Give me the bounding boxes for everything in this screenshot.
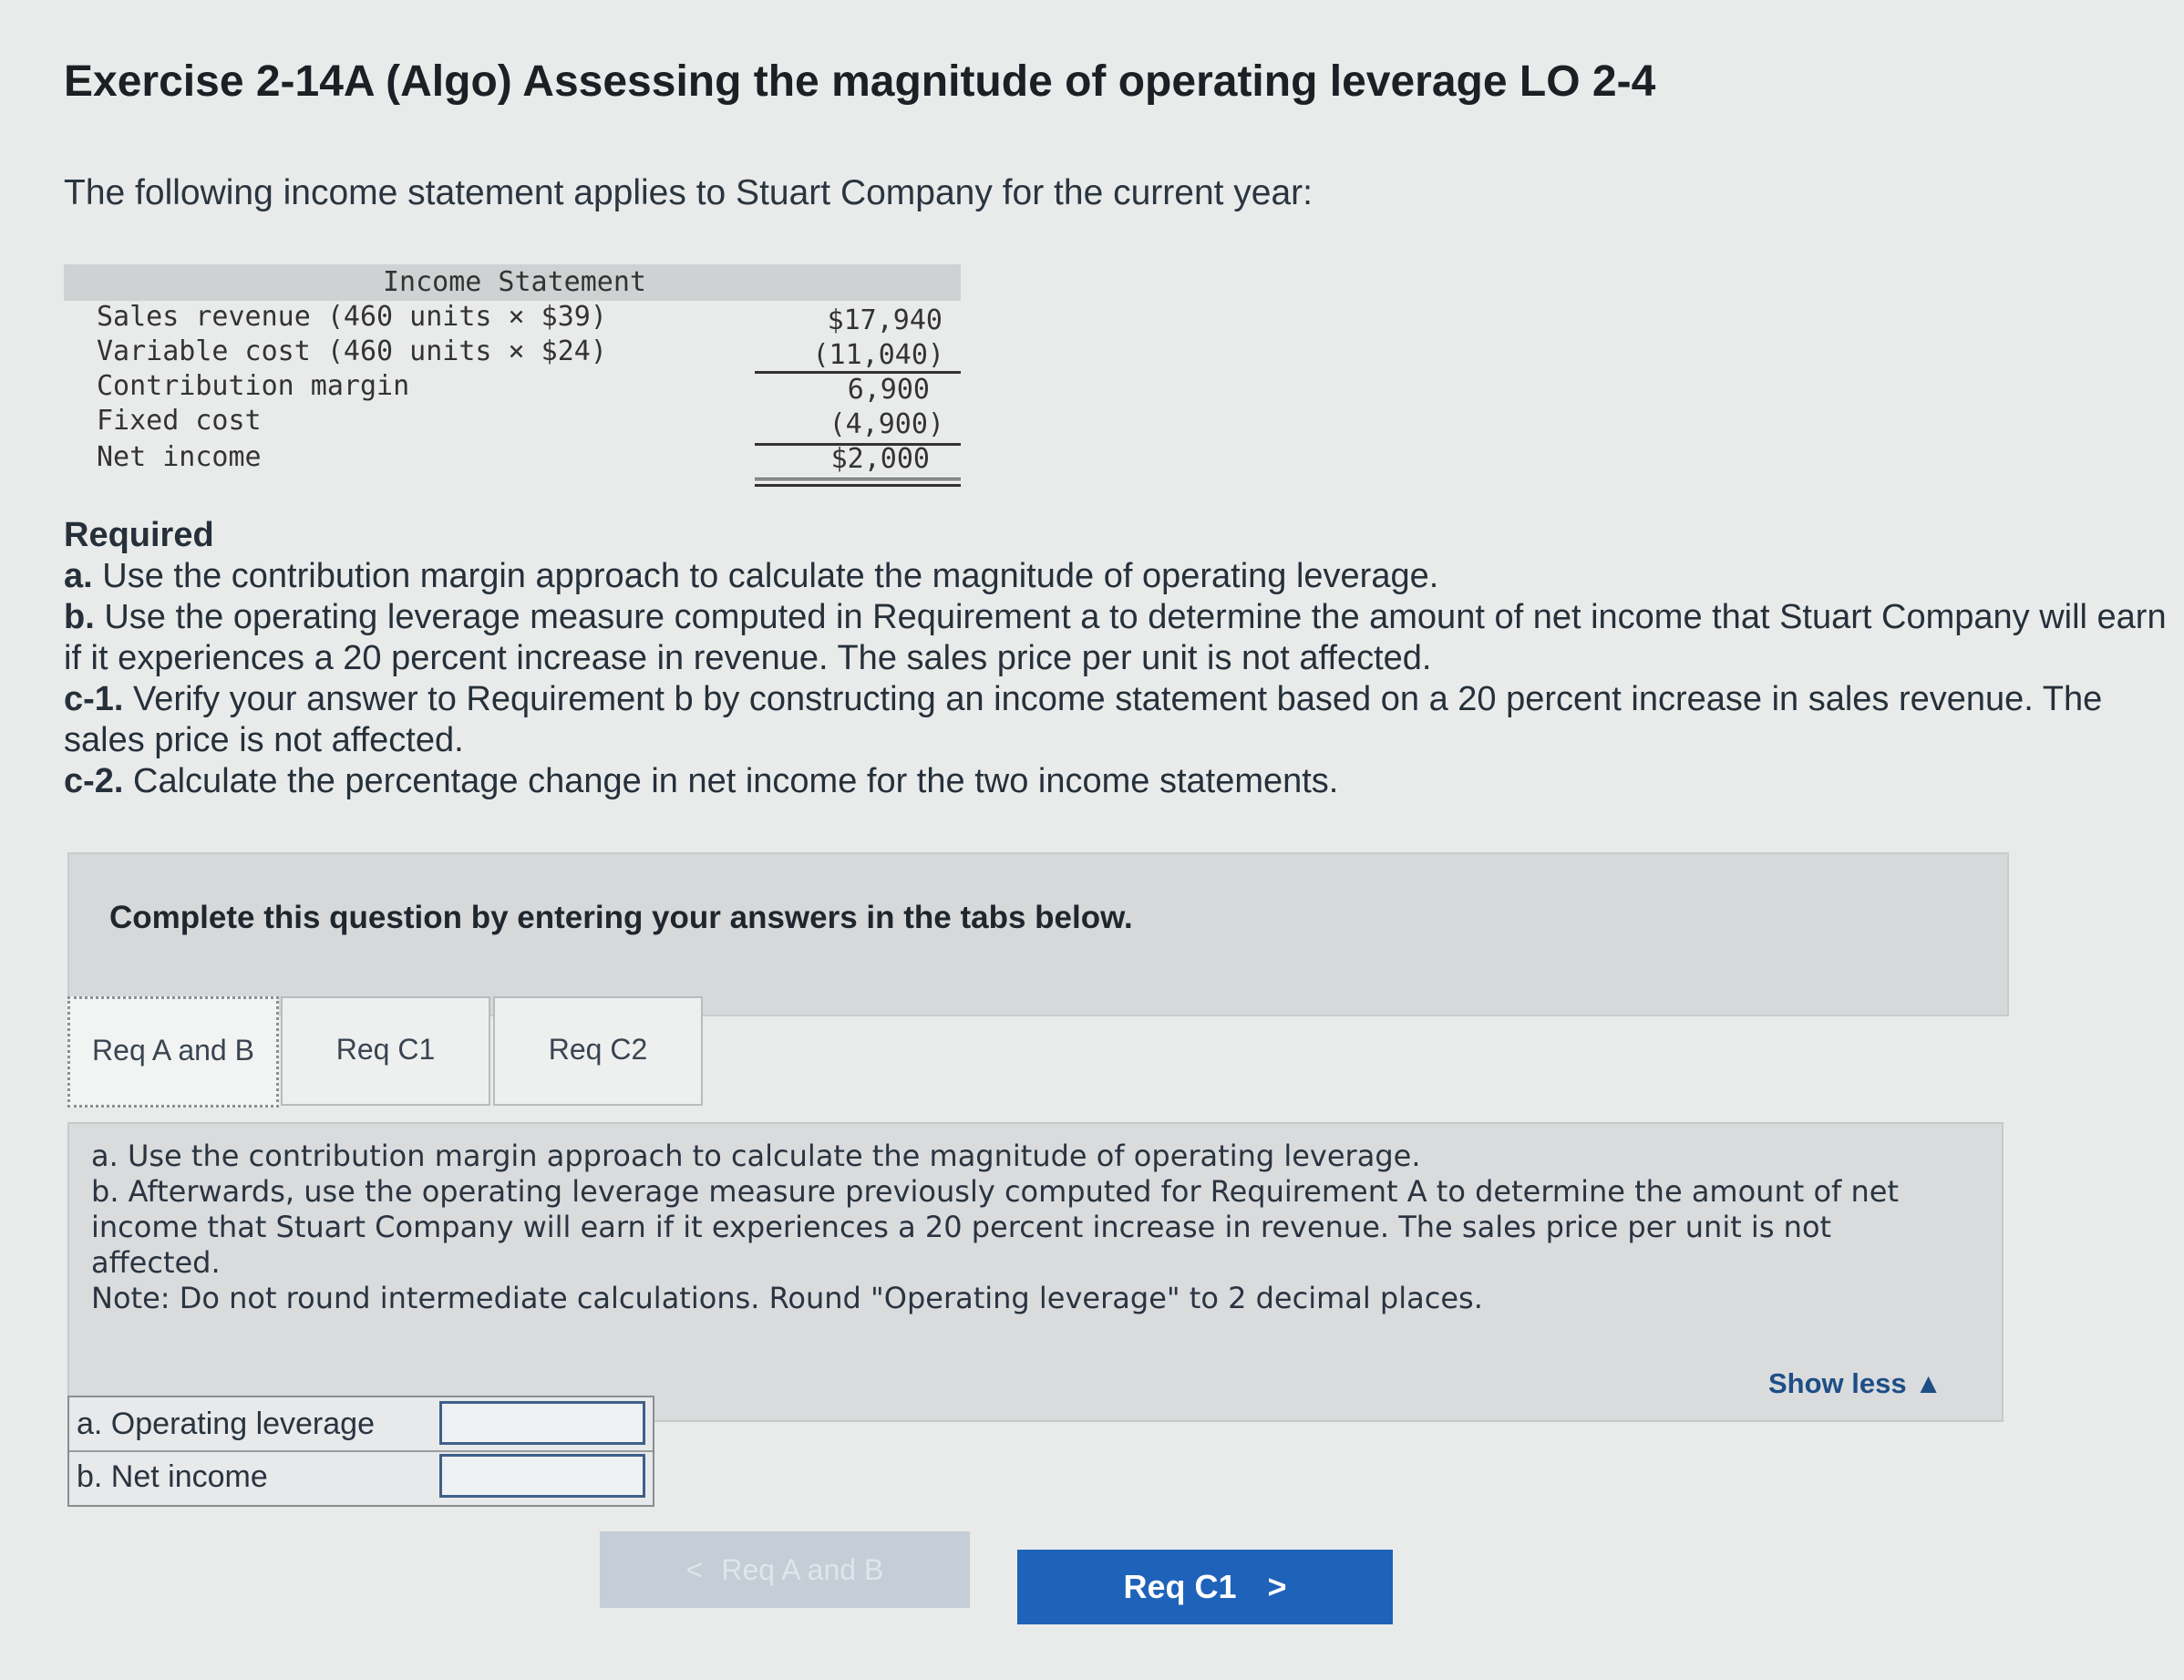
next-tab-button[interactable] [1017,1550,1393,1624]
income-statement [64,264,961,483]
instruction-text: Complete this question by entering your answers in the tabs below. [109,900,1133,935]
income-statement-title: Income Statement [383,266,646,298]
rounding-note: Note: Do not round intermediate calculations. Round "Operating leverage" to 2 decimal places. [91,1281,1483,1315]
prev-tab-label: Req A and B [721,1552,884,1586]
chevron-right-icon: > [1267,1568,1287,1605]
tab-req-c1[interactable] [281,996,490,1106]
operating-leverage-input[interactable] [439,1401,645,1445]
prev-tab-button[interactable] [600,1531,970,1608]
instruction-line-b: b. Afterwards, use the operating leverage measure previously computed for Requirement A to determine the amount of net income that Stuart Company will earn if it experiences a 20 percent increase in revenue. The sales price per unit is not affected. [91,1174,1899,1280]
tab-instructions [91,1139,1960,1316]
tab-req-c2[interactable] [493,996,703,1106]
tab-label: Req A and B [92,1034,254,1067]
answer-table [67,1396,654,1507]
income-statement-header [64,264,961,301]
statement-label-sales: Sales revenue (460 units × $39) [97,301,607,333]
statement-amount-variable: (11,040) [812,339,944,371]
statement-label-contribution: Contribution margin [97,370,410,402]
net-income-input[interactable] [439,1454,645,1498]
show-less-link[interactable] [1768,1367,1942,1400]
statement-amount-fixed: (4,900) [829,408,944,440]
required-item-c2: c-2. Calculate the percentage change in net income for the two income statements. [64,762,1339,800]
tab-label: Req C2 [548,1033,648,1066]
instruction-line-a: a. Use the contribution margin approach to calculate the magnitude of operating leverage. [91,1139,1421,1173]
required-item-a: a. Use the contribution margin approach to calculate the magnitude of operating leverage. [64,557,1439,595]
tab-label: Req C1 [335,1033,436,1066]
statement-amount-contribution: 6,900 [847,374,930,406]
answer-row-operating-leverage [69,1397,653,1452]
instruction-panel [67,852,2009,1016]
statement-amount-net-income: $2,000 [830,443,930,475]
statement-amount-sales: $17,940 [827,304,943,336]
total-double-rule [755,478,961,487]
answer-row-net-income [69,1450,653,1503]
required-heading: Required [64,516,214,554]
statement-label-net-income: Net income [97,441,262,473]
intro-text: The following income statement applies to Stuart Company for the current year: [64,173,1313,212]
tab-content-panel [67,1122,2004,1422]
statement-label-fixed: Fixed cost [97,405,262,437]
triangle-up-icon: ▲ [1906,1367,1942,1399]
required-item-c1: c-1. Verify your answer to Requirement b by constructing an income statement based on a 20 percent increase in sales revenue. The sales price is not affected. [64,680,2103,759]
answer-label: b. Net income [77,1459,268,1494]
required-item-b: b. Use the operating leverage measure computed in Requirement a to determine the amount of net income that Stuart Company will earn if it experiences a 20 percent increase in revenue. The sales price per unit is not affected. [64,598,2167,677]
required-section [64,515,2179,802]
show-less-label: Show less [1768,1367,1907,1399]
page-title: Exercise 2-14A (Algo) Assessing the magnitude of operating leverage LO 2-4 [64,57,1656,106]
tab-req-a-and-b[interactable] [67,996,279,1108]
next-tab-label: Req C1 [1123,1568,1237,1605]
chevron-left-icon: < [685,1552,704,1586]
answer-label: a. Operating leverage [77,1407,375,1441]
statement-label-variable: Variable cost (460 units × $24) [97,335,607,367]
